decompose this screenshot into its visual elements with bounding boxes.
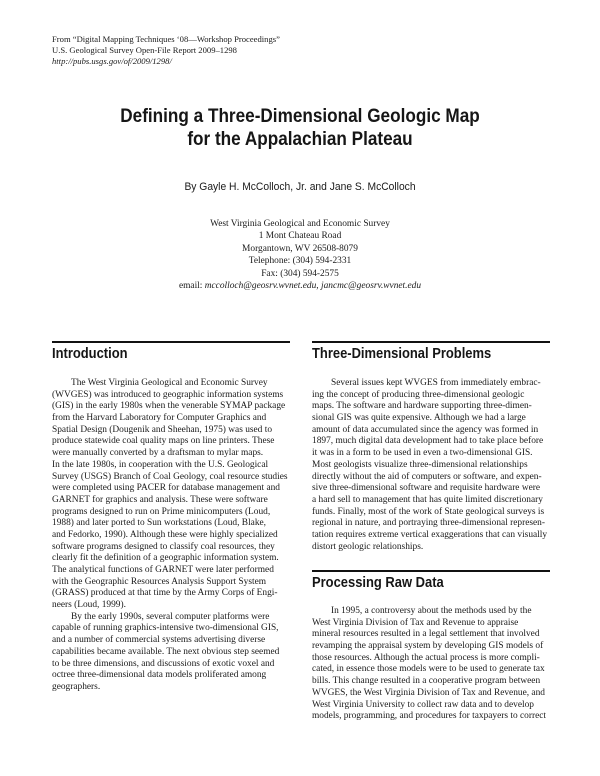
three-d-problems-body: [312, 378, 552, 553]
text-line: clearly fit the definition of a geographic information system.: [52, 553, 279, 564]
text-line: WVGES, the West Virginia Division of Tax and Revenue, and: [312, 687, 545, 698]
text-line: were manually converted by a draftsman to mylar maps.: [52, 448, 264, 459]
introduction-heading: Introduction: [52, 346, 128, 362]
text-line: (GIS) in the early 1980s when the venerable SYMAP package: [52, 401, 286, 412]
text-line: (GRASS) produced at that time by the Army Corps of Engi-: [52, 588, 278, 599]
text-line: amount of data accumulated since the agency was formed in: [312, 424, 539, 435]
text-line: maps. The software and hardware supporting three-dimen-: [312, 401, 532, 412]
address-telephone: Telephone: (304) 594-2331: [248, 256, 352, 267]
text-line: mineral resources resulted in a legal settlement that involved: [312, 629, 540, 640]
text-line: revamping the appraisal system by developing GIS models of: [312, 641, 544, 652]
text-line: cated, in essence those models were to be used to generate tax: [312, 664, 545, 675]
text-line: By the early 1990s, several computer platforms were: [71, 611, 270, 622]
text-line: directly without the aid of computers or software, and expen-: [312, 471, 542, 482]
text-line: In 1995, a controversy about the methods used by the: [331, 606, 532, 616]
header-source-line: From “Digital Mapping Techniques ‘08—Workshop Proceedings”: [52, 34, 280, 44]
email-addresses[interactable]: mccolloch@geosrv.wvnet.edu, jancmc@geosrv.wvnet.edu: [204, 281, 422, 292]
text-line: ing the concept of producing three-dimensional geologic: [312, 389, 525, 400]
address-organization: West Virginia Geological and Economic Survey: [210, 219, 390, 229]
text-line: 1897, much digital data development had to take place before: [312, 436, 544, 447]
text-line: Spatial Design (Dougenik and Sheehan, 1975) was used to: [52, 424, 273, 435]
text-line: West Virginia Division of Tax and Revenue to appraise: [312, 617, 519, 628]
text-line: The West Virginia Geological and Economic Survey: [71, 378, 268, 388]
email-label: email:: [178, 281, 203, 292]
author-byline: By Gayle H. McColloch, Jr. and Jane S. McColloch: [184, 181, 416, 193]
text-line: models, programming, and procedures for taxpayers to correct: [312, 711, 547, 722]
text-line: to be three dimensions, and discussions of exotic voxel and: [52, 658, 275, 669]
text-line: were completed using PACER for database management and: [52, 483, 280, 494]
text-line: West Virginia University to collect raw data and to develop: [312, 699, 534, 710]
text-line: with the Geographic Resources Analysis Support System: [52, 576, 267, 587]
text-line: capable of running graphics-intensive two-dimensional GIS,: [52, 623, 279, 634]
processing-raw-data-rule: [312, 570, 550, 572]
author-address: [0, 218, 600, 292]
processing-raw-data-heading: Processing Raw Data: [312, 575, 444, 591]
text-line: sional GIS was quite expensive. Although we had a large: [312, 413, 526, 424]
text-line: software programs designed to classify coal resources, they: [52, 541, 275, 552]
text-line: distort geologic relationships.: [312, 541, 424, 552]
header-report-line: U.S. Geological Survey Open-File Report 2009–1298: [52, 45, 237, 55]
text-line: Survey (USGS) Branch of Coal Geology, coal resource studies: [52, 471, 288, 482]
text-line: 1988) and later ported to Sun workstations (Loud, Blake,: [52, 518, 267, 529]
text-line: Most geologists visualize three-dimensional relationships: [312, 459, 528, 470]
address-street: 1 Mont Chateau Road: [258, 231, 342, 242]
title-line-2: for the Appalachian Plateau: [187, 128, 413, 150]
text-line: programs designed to run on Prime minicomputers (Loud,: [52, 506, 271, 517]
header-url-link[interactable]: http://pubs.usgs.gov/of/2009/1298/: [52, 56, 172, 66]
text-line: produce statewide coal quality maps on line printers. These: [52, 436, 275, 447]
text-line: capabilities became available. The next obvious step seemed: [52, 646, 280, 657]
three-d-problems-rule: [312, 341, 550, 343]
text-line: The analytical functions of GARNET were later performed: [52, 565, 274, 575]
text-line: from the Harvard Laboratory for Computer Graphics and: [52, 413, 267, 424]
text-line: it was in a form to be used in even a two-dimensional GIS.: [312, 448, 533, 459]
text-line: those resources. Although the actual process is more compli-: [312, 652, 540, 663]
text-line: octree three-dimensional data models proliferated among: [52, 670, 267, 681]
processing-raw-data-body: [312, 606, 552, 723]
text-line: tation requires extreme vertical exaggerations that can visually: [312, 529, 548, 540]
text-line: (WVGES) was introduced to geographic information systems: [52, 389, 284, 400]
title-line-1: Defining a Three-Dimensional Geologic Map: [120, 105, 480, 127]
text-line: Several issues kept WVGES from immediately embrac-: [331, 378, 541, 388]
text-line: and a number of commercial systems advertising diverse: [52, 635, 266, 646]
text-line: funds. Finally, most of the work of State geological surveys is: [312, 506, 545, 517]
address-city: Morgantown, WV 26508-8079: [242, 243, 358, 254]
three-d-problems-heading: Three-Dimensional Problems: [312, 346, 492, 362]
text-line: geographers.: [52, 681, 101, 692]
text-line: regional in nature, and portraying three-dimensional represen-: [312, 518, 545, 529]
text-line: bills. This change resulted in a cooperative program between: [312, 676, 541, 687]
text-line: In the late 1980s, in cooperation with the U.S. Geological: [52, 459, 269, 470]
text-line: GARNET for graphics and analysis. These were software: [52, 494, 268, 505]
text-line: sive three-dimensional software and requisite hardware were: [312, 483, 541, 494]
text-line: neers (Loud, 1999).: [52, 600, 126, 611]
text-line: and Fedorko, 1990). Although these were highly specialized: [52, 529, 278, 540]
address-email: [0, 280, 600, 292]
introduction-body: [52, 378, 292, 694]
address-fax: Fax: (304) 594-2575: [261, 268, 339, 279]
introduction-rule: [52, 341, 290, 343]
text-line: a hard sell to management that has quite limited discretionary: [312, 494, 543, 505]
